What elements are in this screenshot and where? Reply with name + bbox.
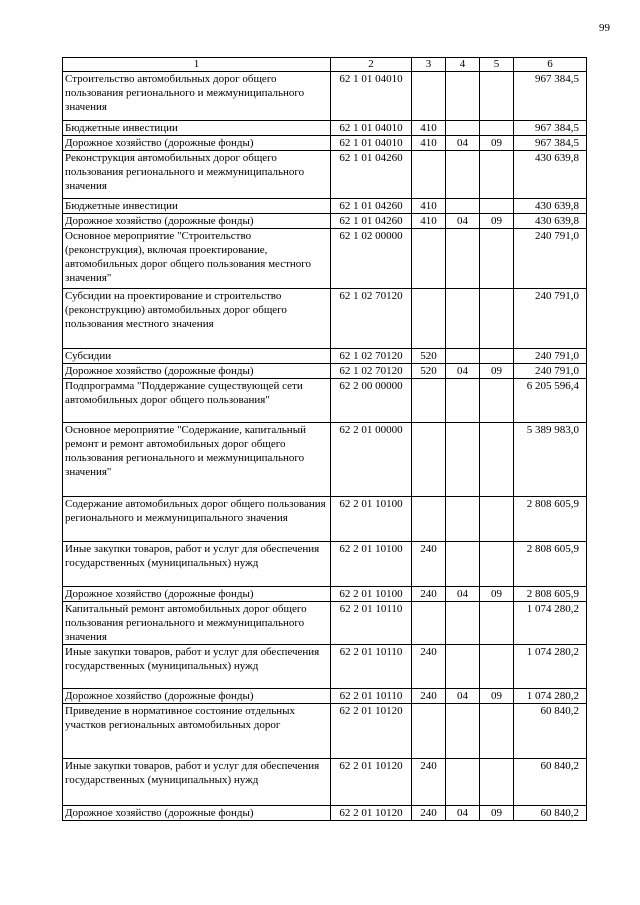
row-code: 62 2 01 10110 [331,645,412,689]
row-amount: 430 639,8 [514,199,587,214]
row-name: Основное мероприятие "Строительство (реконструкция), включая проектирование, автомобильных дорог общего пользования местного значения" [63,229,331,289]
row-col4 [446,199,480,214]
row-name: Дорожное хозяйство (дорожные фонды) [63,364,331,379]
table-row [63,289,587,349]
row-code: 62 2 01 10100 [331,587,412,602]
table-row [63,364,587,379]
row-col4 [446,542,480,587]
column-number: 3 [412,58,446,72]
table-row [63,689,587,704]
table-row [63,806,587,821]
table-row [63,349,587,364]
row-code: 62 1 02 00000 [331,229,412,289]
table-row [63,199,587,214]
row-col5 [480,542,514,587]
row-name: Строительство автомобильных дорог общего пользования регионального и межмуниципального значения [63,72,331,121]
row-col4 [446,379,480,423]
row-code: 62 1 01 04260 [331,151,412,199]
row-col5: 09 [480,587,514,602]
row-code: 62 1 02 70120 [331,289,412,349]
row-amount: 240 791,0 [514,289,587,349]
row-code: 62 1 01 04260 [331,214,412,229]
row-amount: 967 384,5 [514,136,587,151]
row-code: 62 1 01 04010 [331,121,412,136]
row-name: Дорожное хозяйство (дорожные фонды) [63,689,331,704]
row-col3 [412,289,446,349]
row-amount: 2 808 605,9 [514,497,587,542]
row-col3: 240 [412,587,446,602]
row-col3 [412,72,446,121]
row-col4: 04 [446,136,480,151]
row-name: Содержание автомобильных дорог общего пользования регионального и межмуниципального значения [63,497,331,542]
row-col5: 09 [480,689,514,704]
row-col5: 09 [480,214,514,229]
row-col3: 240 [412,806,446,821]
row-col4 [446,72,480,121]
row-name: Бюджетные инвестиции [63,121,331,136]
row-name: Дорожное хозяйство (дорожные фонды) [63,587,331,602]
row-name: Иные закупки товаров, работ и услуг для обеспечения государственных (муниципальных) нужд [63,645,331,689]
table-row [63,423,587,497]
row-col5 [480,497,514,542]
row-code: 62 1 02 70120 [331,349,412,364]
row-code: 62 1 01 04260 [331,199,412,214]
row-col5 [480,349,514,364]
row-amount: 240 791,0 [514,349,587,364]
row-name: Приведение в нормативное состояние отдельных участков региональных автомобильных дорог [63,704,331,759]
row-col5 [480,704,514,759]
row-col5 [480,379,514,423]
row-col4 [446,151,480,199]
column-number: 1 [63,58,331,72]
table-row [63,704,587,759]
row-col4 [446,289,480,349]
row-code: 62 1 01 04010 [331,136,412,151]
table-row [63,602,587,645]
table-row [63,136,587,151]
row-col5 [480,151,514,199]
row-col5 [480,199,514,214]
row-name: Иные закупки товаров, работ и услуг для обеспечения государственных (муниципальных) нужд [63,542,331,587]
row-col3: 240 [412,759,446,806]
row-col5 [480,645,514,689]
row-col4 [446,645,480,689]
row-amount: 1 074 280,2 [514,645,587,689]
row-col3 [412,704,446,759]
budget-table-body [63,58,587,821]
row-col5 [480,72,514,121]
row-col5 [480,289,514,349]
row-col4 [446,121,480,136]
table-row [63,151,587,199]
row-name: Капитальный ремонт автомобильных дорог общего пользования регионального и межмуниципального значения [63,602,331,645]
row-name: Дорожное хозяйство (дорожные фонды) [63,214,331,229]
row-code: 62 1 01 04010 [331,72,412,121]
row-amount: 60 840,2 [514,759,587,806]
row-col3 [412,379,446,423]
row-col5: 09 [480,364,514,379]
row-col3: 240 [412,689,446,704]
row-amount: 1 074 280,2 [514,689,587,704]
row-name: Субсидии на проектирование и строительство (реконструкцию) автомобильных дорог общего пользования местного значения [63,289,331,349]
row-col3 [412,602,446,645]
table-row [63,214,587,229]
row-col5 [480,121,514,136]
row-col3 [412,229,446,289]
row-col4 [446,229,480,289]
row-name: Подпрограмма "Поддержание существующей сети автомобильных дорог общего пользования" [63,379,331,423]
row-col3: 520 [412,349,446,364]
row-code: 62 2 01 10100 [331,542,412,587]
row-col5 [480,759,514,806]
row-col3: 410 [412,121,446,136]
page-number: 99 [599,22,610,34]
column-number: 2 [331,58,412,72]
row-col4 [446,497,480,542]
row-code: 62 2 01 10110 [331,602,412,645]
row-col3: 410 [412,199,446,214]
row-col5: 09 [480,806,514,821]
row-code: 62 2 01 10100 [331,497,412,542]
row-col4: 04 [446,364,480,379]
row-code: 62 2 01 00000 [331,423,412,497]
column-number-row [63,58,587,72]
table-row [63,379,587,423]
row-name: Дорожное хозяйство (дорожные фонды) [63,806,331,821]
row-amount: 1 074 280,2 [514,602,587,645]
row-code: 62 2 01 10120 [331,759,412,806]
row-col3: 240 [412,542,446,587]
row-col3: 410 [412,214,446,229]
row-code: 62 2 00 00000 [331,379,412,423]
column-number: 4 [446,58,480,72]
row-col5: 09 [480,136,514,151]
row-col4: 04 [446,689,480,704]
row-code: 62 2 01 10110 [331,689,412,704]
row-col5 [480,229,514,289]
table-row [63,645,587,689]
row-code: 62 2 01 10120 [331,806,412,821]
table-row [63,72,587,121]
row-name: Основное мероприятие "Содержание, капитальный ремонт и ремонт автомобильных дорог общего пользования регионального и межмуниципального значения" [63,423,331,497]
table-row [63,587,587,602]
row-col3: 520 [412,364,446,379]
table-row [63,121,587,136]
row-amount: 60 840,2 [514,704,587,759]
row-amount: 5 389 983,0 [514,423,587,497]
row-col4 [446,602,480,645]
row-col4 [446,349,480,364]
row-col4 [446,704,480,759]
row-name: Бюджетные инвестиции [63,199,331,214]
row-col5 [480,423,514,497]
row-amount: 240 791,0 [514,364,587,379]
row-name: Реконструкция автомобильных дорог общего пользования регионального и межмуниципального значения [63,151,331,199]
row-amount: 2 808 605,9 [514,587,587,602]
row-amount: 967 384,5 [514,121,587,136]
row-amount: 6 205 596,4 [514,379,587,423]
row-code: 62 1 02 70120 [331,364,412,379]
row-col4: 04 [446,214,480,229]
row-col4 [446,759,480,806]
row-col3 [412,423,446,497]
table-row [63,759,587,806]
table-row [63,542,587,587]
row-amount: 430 639,8 [514,214,587,229]
row-col3: 240 [412,645,446,689]
row-name: Дорожное хозяйство (дорожные фонды) [63,136,331,151]
row-amount: 430 639,8 [514,151,587,199]
table-row [63,229,587,289]
table-row [63,497,587,542]
row-code: 62 2 01 10120 [331,704,412,759]
row-col3: 410 [412,136,446,151]
row-col4 [446,423,480,497]
row-amount: 240 791,0 [514,229,587,289]
budget-table [62,57,587,821]
row-amount: 2 808 605,9 [514,542,587,587]
row-col5 [480,602,514,645]
row-amount: 967 384,5 [514,72,587,121]
row-name: Иные закупки товаров, работ и услуг для обеспечения государственных (муниципальных) нужд [63,759,331,806]
row-col3 [412,497,446,542]
row-col4: 04 [446,806,480,821]
column-number: 5 [480,58,514,72]
row-col3 [412,151,446,199]
row-amount: 60 840,2 [514,806,587,821]
row-name: Субсидии [63,349,331,364]
row-col4: 04 [446,587,480,602]
column-number: 6 [514,58,587,72]
